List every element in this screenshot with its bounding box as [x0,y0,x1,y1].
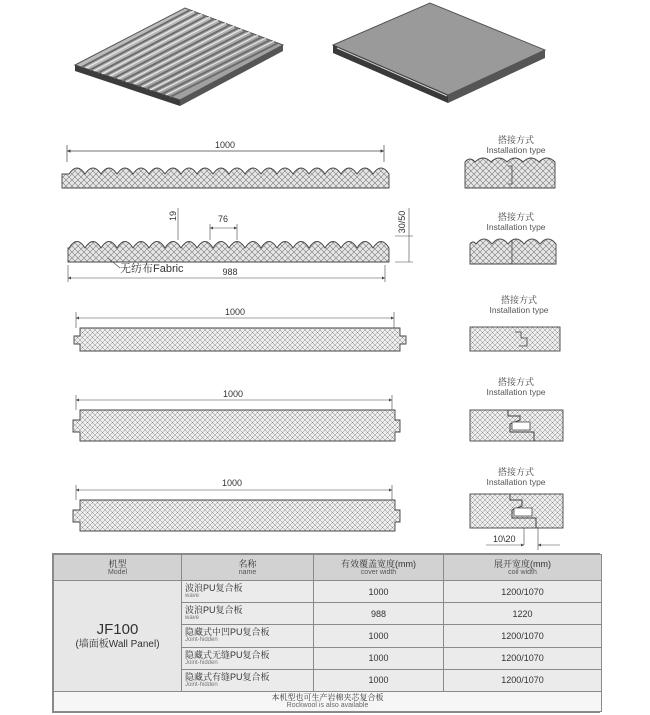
cover-cell: 1000 [314,647,444,669]
cover-cell: 988 [314,603,444,625]
coil-cell: 1220 [444,603,602,625]
dim-flat-a: 1000 [224,307,246,317]
flat-panel-render [333,3,545,103]
install-detail-4 [470,410,563,441]
name-cell: 隐藏式中凹PU复合板 Joint-hidden [182,625,314,647]
install-label-4 [471,377,561,397]
install-detail-2 [470,239,556,264]
install-detail-5 [470,494,563,550]
dim-pitch: 76 [217,214,229,224]
table-note: 本机型也可生产岩棉夹芯复合板 Rockwool is also available [54,692,602,712]
cover-cell: 1000 [314,625,444,647]
dim-top-width: 1000 [214,140,236,150]
install-label-2 [471,212,561,232]
install-label-zh: 搭接方式 [497,212,534,222]
install-label-1 [471,135,561,155]
dim-thickness: 30/50 [397,210,407,234]
wave-panel-render [75,8,283,106]
coil-cell: 1200/1070 [444,669,602,691]
model-cell [54,581,182,692]
header-model: 机型 Model [54,555,182,581]
name-cell: 隐藏式有缝PU复合板 Joint-hidden [182,669,314,691]
install-label-3 [474,295,564,315]
name-cell: 隐藏式无缝PU复合板 Joint-hidden [182,647,314,669]
fabric-label: 无纺布Fabric [120,263,184,275]
dim-flat-b: 1000 [222,389,244,399]
install-label-zh: 搭接方式 [497,467,534,477]
install-label-zh: 搭接方式 [497,377,534,387]
install-label-en: Installation type [486,387,546,397]
flat-section-c [73,478,400,531]
table-note-row [54,692,602,712]
flat-section-b [73,389,400,441]
header-cover-width: 有效覆盖宽度(mm) cover width [314,555,444,581]
dim-depth: 19 [168,210,178,222]
header-coil-width: 展开宽度(mm) coil width [444,555,602,581]
wave-section-988 [68,208,413,282]
table-row [54,581,602,603]
wave-section-1000 [62,140,389,188]
install-label-5 [471,467,561,487]
dim-bottom-width: 988 [222,267,238,277]
install-detail-1 [465,158,555,188]
coil-cell: 1200/1070 [444,647,602,669]
name-cell: 波浪PU复合板 wave [182,581,314,603]
cover-cell: 1000 [314,669,444,691]
dim-joint-gap: 10\20 [493,534,516,544]
coil-cell: 1200/1070 [444,581,602,603]
spec-table [52,553,600,713]
install-label-en: Installation type [486,222,546,232]
name-cell: 波浪PU复合板 wave [182,603,314,625]
header-name: 名称 name [182,555,314,581]
flat-section-a [74,307,406,351]
cover-cell: 1000 [314,581,444,603]
install-label-en: Installation type [486,477,546,487]
model-code: JF100 [96,621,139,638]
install-label-zh: 搭接方式 [500,295,537,305]
coil-cell: 1200/1070 [444,625,602,647]
install-label-en: Installation type [486,145,546,155]
dim-flat-c: 1000 [221,478,243,488]
install-label-en: Installation type [489,305,549,315]
table-header-row [54,555,602,581]
model-subtitle: (墙面板Wall Panel) [75,639,160,650]
install-label-zh: 搭接方式 [497,135,534,145]
install-detail-3 [470,327,560,351]
